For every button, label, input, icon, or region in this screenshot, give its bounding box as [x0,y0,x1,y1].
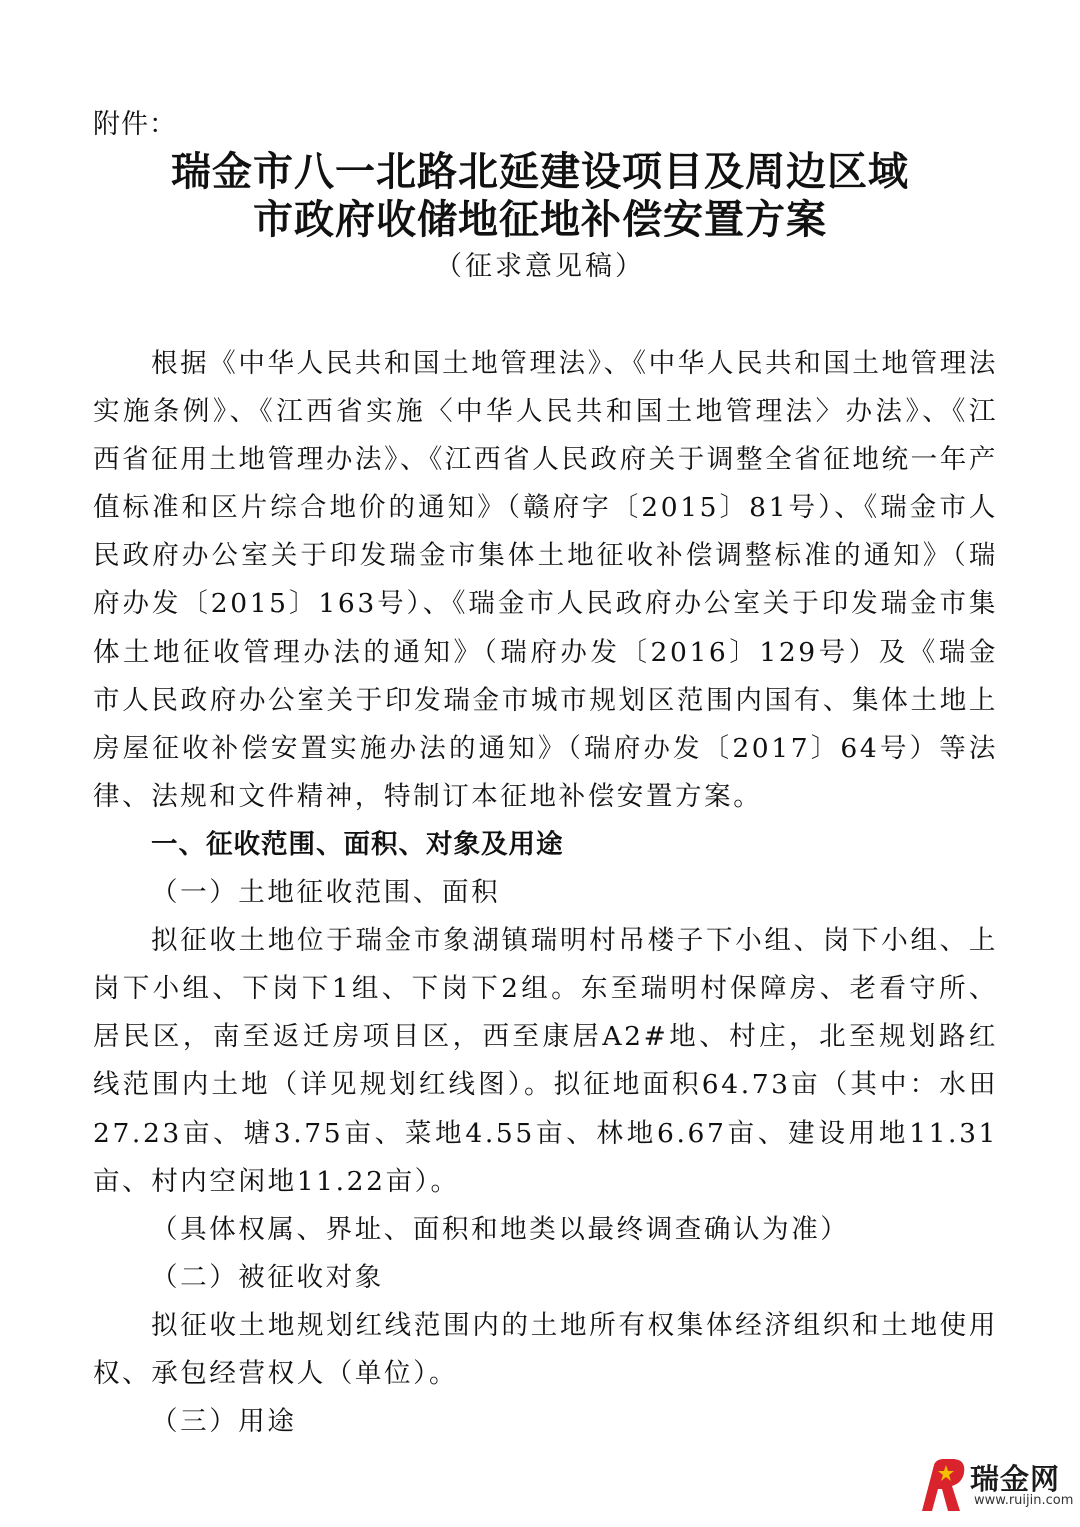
subsection-heading-1: （一）土地征收范围、面积 [151,877,501,909]
watermark-site-name: 瑞金网 [970,1462,1061,1496]
attachment-label: 附件： [93,109,177,140]
ruijin-logo-icon [912,1455,968,1515]
document-subtitle: （征求意见稿） [435,251,645,282]
ruijin-watermark-logo [912,1455,1072,1517]
subsection-heading-2: （二）被征收对象 [151,1261,384,1293]
paragraph-note: （具体权属、界址、面积和地类以最终调查确认为准） [151,1213,850,1245]
watermark-site-url: www.ruijin.com [974,1493,1074,1508]
document-title-line-2: 市政府收储地征地补偿安置方案 [253,197,827,243]
section-heading-1: 一、征收范围、面积、对象及用途 [151,828,564,860]
document-title-line-1: 瑞金市八一北路北延建设项目及周边区域 [171,149,909,195]
paragraph-scope: 拟征收土地位于瑞金市象湖镇瑞明村吊楼子下小组、岗下小组、上岗下小组、下岗下1组、下岗下2组。东至瑞明村保障房、老看守所、居民区，南至返迁房项目区，西至康居A2#地、村庄，北至规划路红线范围内土地（详见规划红线图）。拟征地面积64.73亩（其中：水田27.23亩、塘3.75亩、菜地4.55亩、林地6.67亩、建设用地11.31亩、村内空闲地11.22亩）。 [93,925,998,1197]
paragraph-legal-basis: 根据《中华人民共和国土地管理法》、《中华人民共和国土地管理法实施条例》、《江西省实施〈中华人民共和国土地管理法〉办法》、《江西省征用土地管理办法》、《江西省人民政府关于调整全省征地统一年产值标准和区片综合地价的通知》（赣府字〔2015〕81号）、《瑞金市人民政府办公室关于印发瑞金市集体土地征收补偿调整标准的通知》（瑞府办发〔2015〕163号）、《瑞金市人民政府办公室关于印发瑞金市集体土地征收管理办法的通知》（瑞府办发〔2016〕129号）及《瑞金市人民政府办公室关于印发瑞金市城市规划区范围内国有、集体土地上房屋征收补偿安置实施办法的通知》（瑞府办发〔2017〕64号）等法律、法规和文件精神，特制订本征地补偿安置方案。 [93,348,998,812]
document-body [93,340,998,1446]
paragraph-subjects: 拟征收土地规划红线范围内的土地所有权集体经济组织和土地使用权、承包经营权人（单位）。 [93,1309,998,1389]
subsection-heading-3: （三）用途 [151,1406,297,1438]
